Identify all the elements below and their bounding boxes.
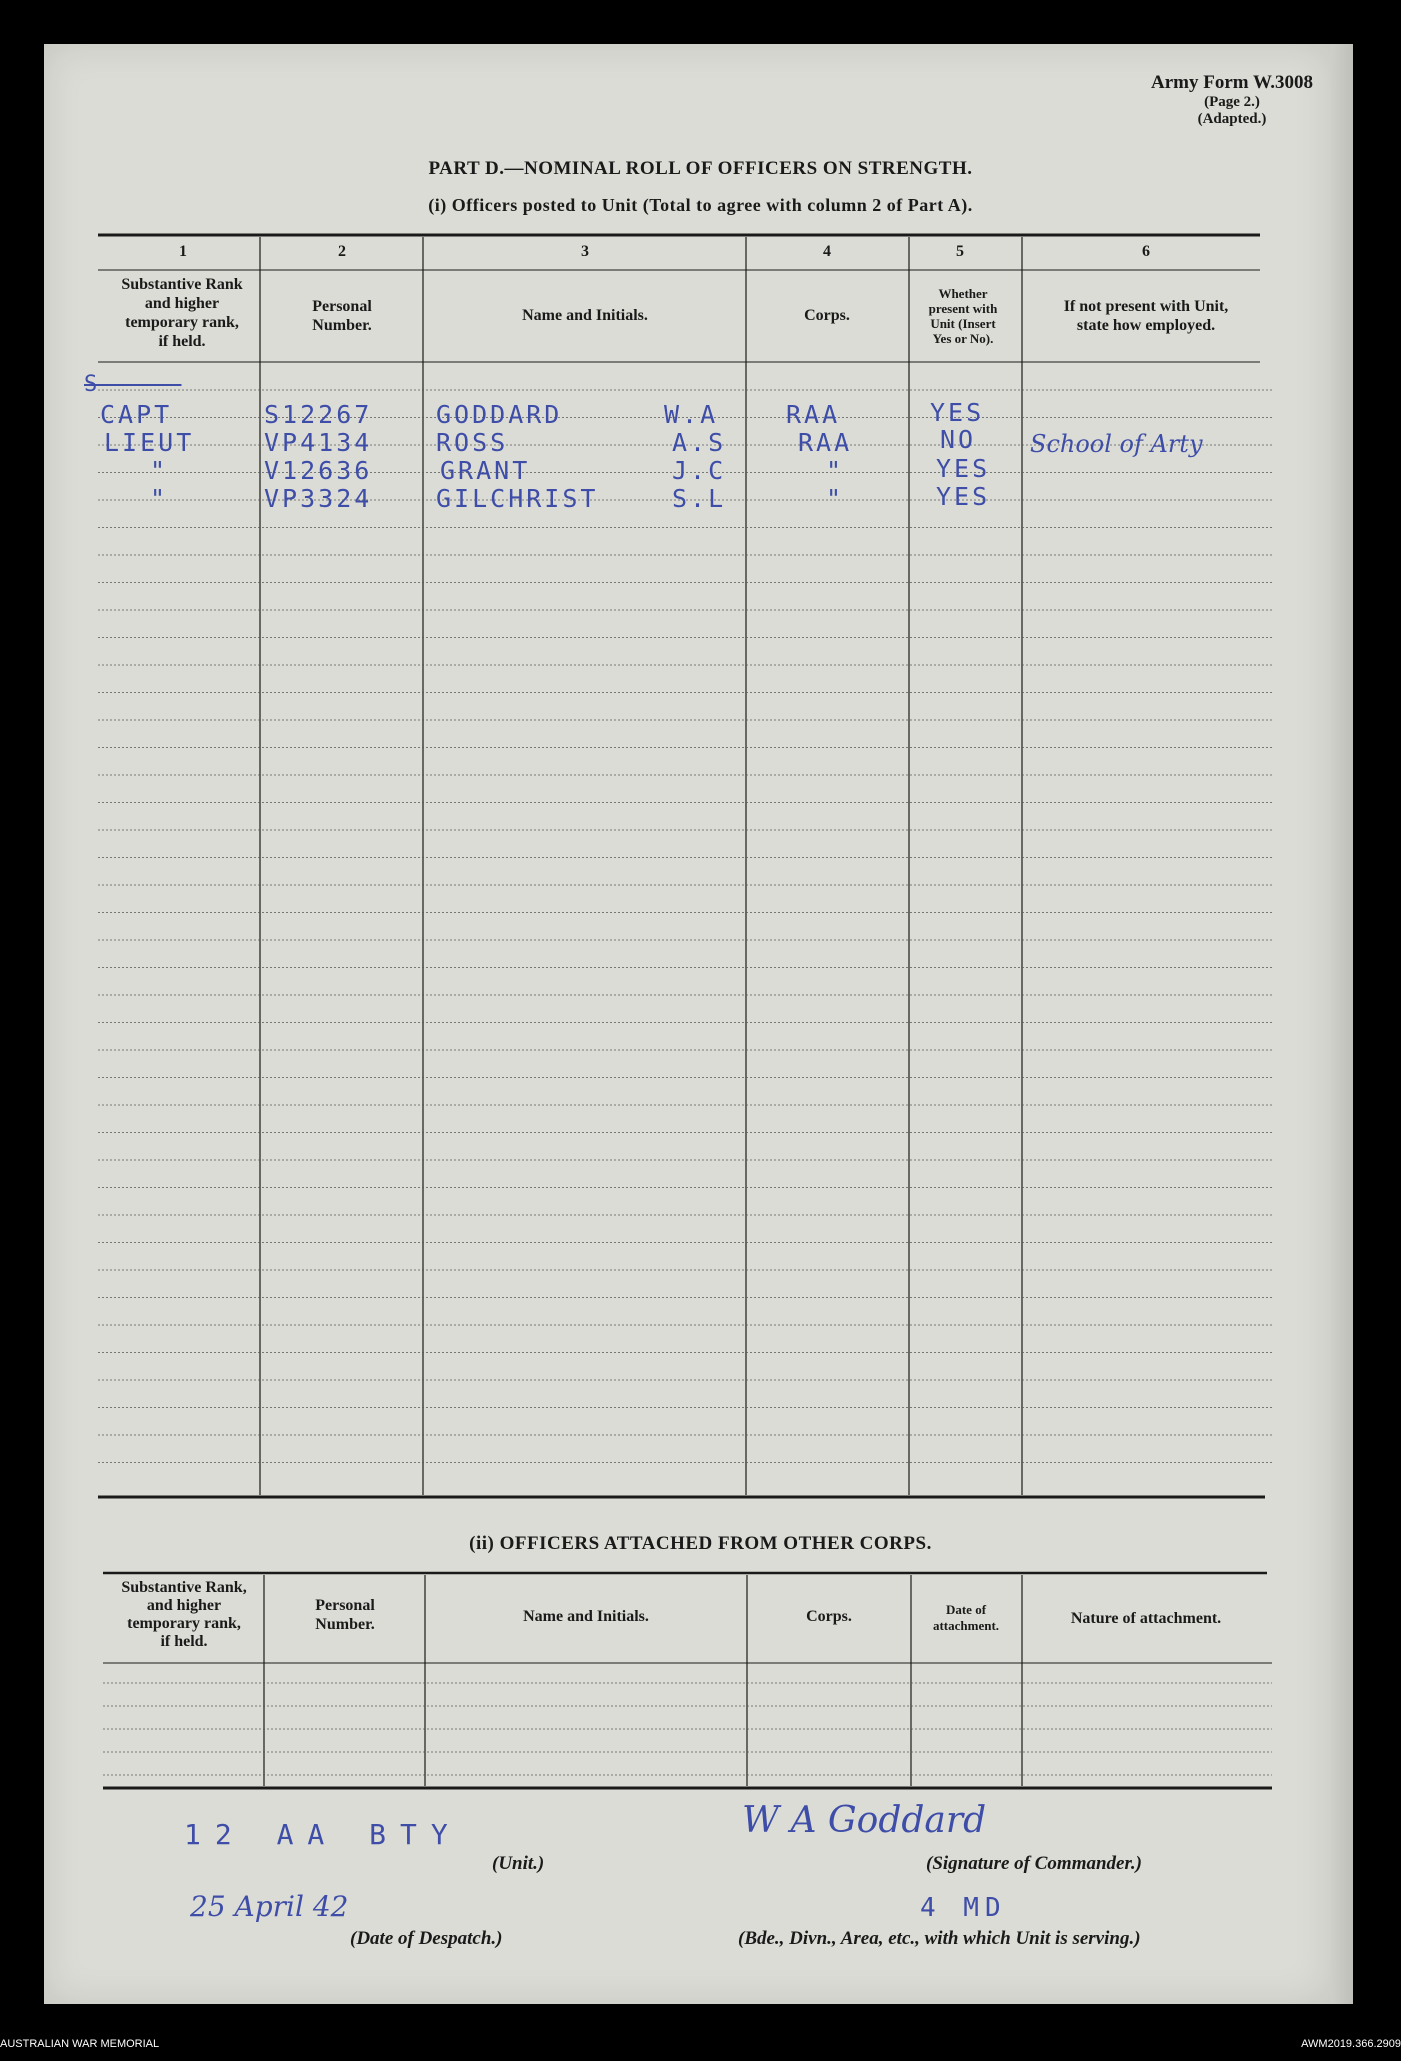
form-adapted: (Adapted.): [1197, 111, 1267, 127]
row-2-corps: RAA: [798, 428, 853, 457]
row-4-corps: ": [826, 484, 845, 513]
header-employed-line-1: If not present with Unit,: [1063, 298, 1229, 315]
row-1-corps: RAA: [786, 400, 841, 429]
row-3-number: V12636: [264, 456, 373, 485]
row-4-name: GILCHRIST: [436, 484, 599, 513]
area-label: (Bde., Divn., Area, etc., with which Unit is serving.): [738, 1928, 1141, 1949]
header2-number-line-1: Personal: [315, 1597, 375, 1614]
col-number-3: 3: [581, 243, 589, 260]
row-3-rank: ": [150, 456, 169, 485]
row-4-number: VP3324: [264, 484, 373, 513]
header-rank-line-4: if held.: [158, 333, 206, 350]
row-2-number: VP4134: [264, 428, 373, 457]
col-number-2: 2: [338, 243, 346, 260]
form-page: (Page 2.): [1204, 94, 1260, 110]
row-2-rank: LIEUT: [104, 428, 195, 457]
row-4-present: YES: [936, 482, 991, 511]
footer-accession: AWM2019.366.2909: [1301, 2038, 1401, 2050]
header-present-line-2: present with: [928, 301, 998, 316]
unit-value: 12 AA BTY: [184, 1818, 462, 1851]
header2-corps: Corps.: [806, 1608, 852, 1625]
header-present-line-4: Yes or No).: [932, 331, 994, 346]
header-corps: Corps.: [804, 307, 850, 324]
col-number-1: 1: [179, 243, 187, 260]
date-value: 25 April 42: [190, 1890, 349, 1923]
header2-date-line-2: attachment.: [932, 1618, 1000, 1633]
header2-nature: Nature of attachment.: [1070, 1610, 1222, 1627]
col-number-5: 5: [956, 243, 964, 260]
section-ii-title: (ii) OFFICERS ATTACHED FROM OTHER CORPS.: [469, 1533, 932, 1554]
header2-date-line-1: Date of: [945, 1602, 987, 1617]
header-rank-line-3: temporary rank,: [125, 314, 239, 331]
row-3-present: YES: [936, 454, 991, 483]
struck-entry: S-----: [84, 372, 182, 397]
row-2-present: NO: [940, 425, 977, 454]
row-1-number: S12267: [264, 400, 373, 429]
header2-rank-line-4: if held.: [160, 1633, 208, 1650]
row-4-rank: ": [150, 484, 169, 513]
col-number-4: 4: [823, 243, 831, 260]
unit-label: (Unit.): [492, 1853, 545, 1874]
col-number-6: 6: [1142, 243, 1150, 260]
header-number-line-2: Number.: [312, 317, 372, 334]
commander-signature: W A Goddard: [742, 1800, 987, 1841]
row-1-present: YES: [930, 398, 985, 427]
row-1-name: GODDARD: [436, 400, 563, 429]
header2-number-line-2: Number.: [315, 1616, 375, 1633]
area-value: 4 MD: [920, 1893, 1007, 1923]
signature-label: (Signature of Commander.): [926, 1853, 1142, 1874]
row-3-corps: ": [826, 456, 845, 485]
header-name: Name and Initials.: [522, 307, 648, 324]
row-3-initials: J.C: [672, 456, 727, 485]
header-rank-line-2: and higher: [144, 295, 220, 312]
header-number-line-1: Personal: [312, 298, 372, 315]
row-2-initials: A.S: [672, 428, 727, 457]
part-d-title: PART D.—NOMINAL ROLL OF OFFICERS ON STRENGTH.: [428, 158, 973, 179]
form-title: Army Form W.3008: [1150, 72, 1313, 93]
section-i-title: (i) Officers posted to Unit (Total to agree with column 2 of Part A).: [428, 195, 973, 215]
header2-name: Name and Initials.: [523, 1608, 649, 1625]
row-1-initials: W.A: [664, 400, 719, 429]
row-2-employed: School of Arty: [1030, 430, 1203, 458]
header2-rank-line-2: and higher: [146, 1597, 222, 1614]
row-1-rank: CAPT: [100, 400, 173, 429]
footer-credit: AUSTRALIAN WAR MEMORIAL: [0, 2038, 160, 2050]
header2-rank-line-3: temporary rank,: [127, 1615, 241, 1632]
row-2-name: ROSS: [436, 428, 509, 457]
row-4-initials: S.L: [672, 484, 727, 513]
header-present-line-3: Unit (Insert: [930, 316, 996, 331]
header-employed-line-2: state how employed.: [1076, 317, 1216, 334]
header2-rank-line-1: Substantive Rank,: [121, 1579, 247, 1596]
row-3-name: GRANT: [440, 456, 531, 485]
header-present-line-1: Whether: [938, 286, 988, 301]
header-rank-line-1: Substantive Rank: [121, 276, 243, 293]
date-label: (Date of Despatch.): [350, 1928, 503, 1949]
